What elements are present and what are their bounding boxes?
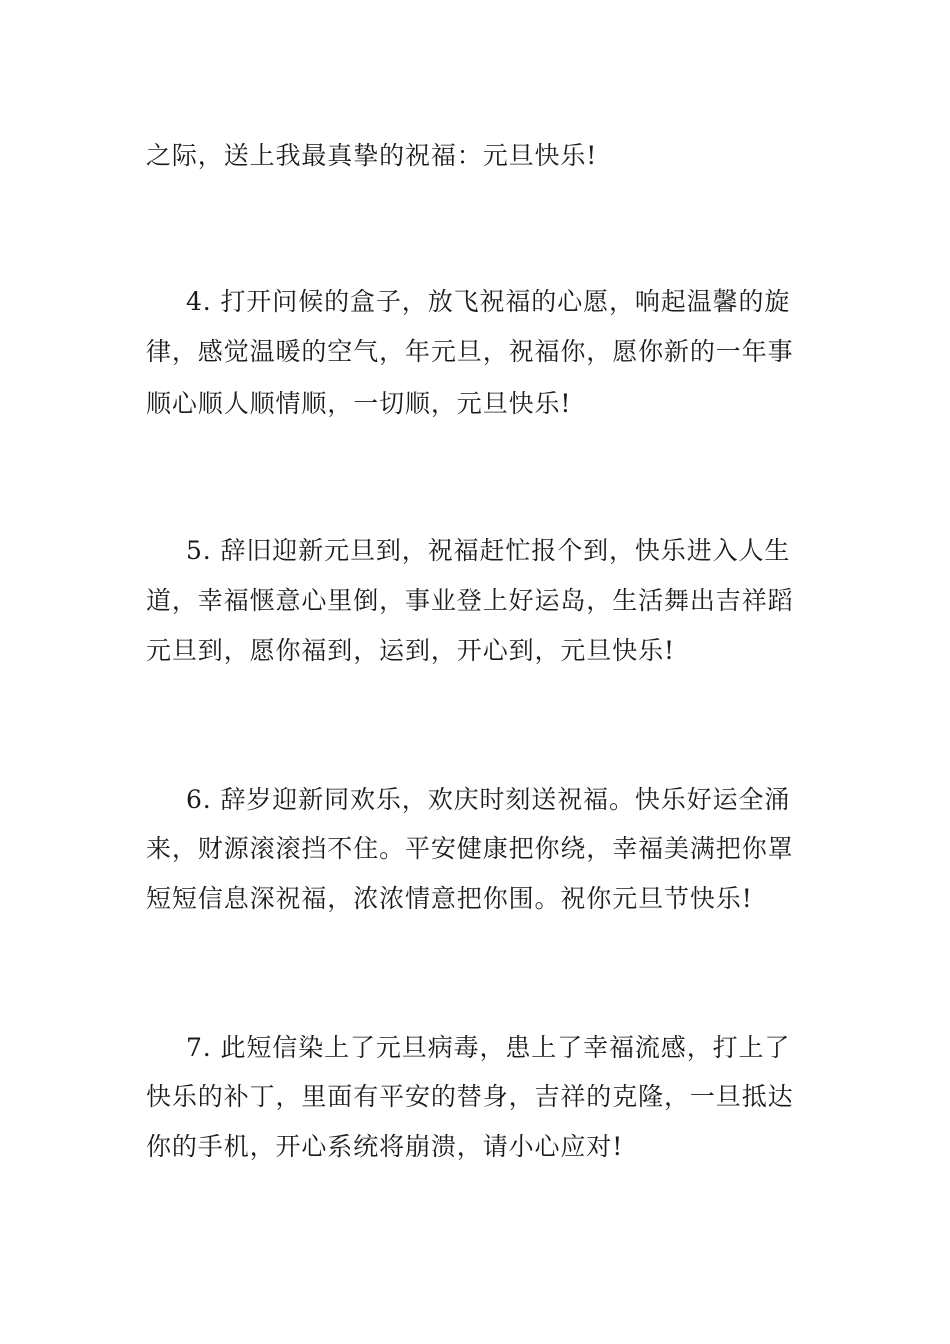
paragraph-7-line-2: 快乐的补丁，里面有平安的替身，吉祥的克隆，一旦抵达 (146, 1082, 794, 1111)
paragraph-6-line-2: 来，财源滚滚挡不住。平安健康把你绕，幸福美满把你罩 (146, 834, 794, 863)
paragraph-4-line-1: 4. 打开问候的盒子，放飞祝福的心愿，响起温馨的旋 (186, 287, 791, 316)
paragraph-3-line-3: 之际，送上我最真挚的祝福：元旦快乐! (146, 141, 598, 170)
paragraph-7-line-1: 7. 此短信染上了元旦病毒，患上了幸福流感，打上了 (186, 1033, 791, 1062)
paragraph-4-line-3: 顺心顺人顺情顺，一切顺，元旦快乐! (146, 389, 572, 418)
paragraph-4-line-2: 律，感觉温暖的空气，年元旦，祝福你，愿你新的一年事 (146, 337, 794, 366)
paragraph-7-line-3: 你的手机，开心系统将崩溃，请小心应对! (146, 1132, 624, 1161)
paragraph-6-line-1: 6. 辞岁迎新同欢乐，欢庆时刻送祝福。快乐好运全涌 (186, 785, 791, 814)
paragraph-5-line-3: 元旦到，愿你福到，运到，开心到，元旦快乐! (146, 636, 675, 665)
paragraph-6-line-3: 短短信息深祝福，浓浓情意把你围。祝你元旦节快乐! (146, 884, 753, 913)
paragraph-5-line-2: 道，幸福惬意心里倒，事业登上好运岛，生活舞出吉祥蹈 (146, 586, 794, 615)
paragraph-5-line-1: 5. 辞旧迎新元旦到，祝福赶忙报个到，快乐进入人生 (186, 536, 791, 565)
